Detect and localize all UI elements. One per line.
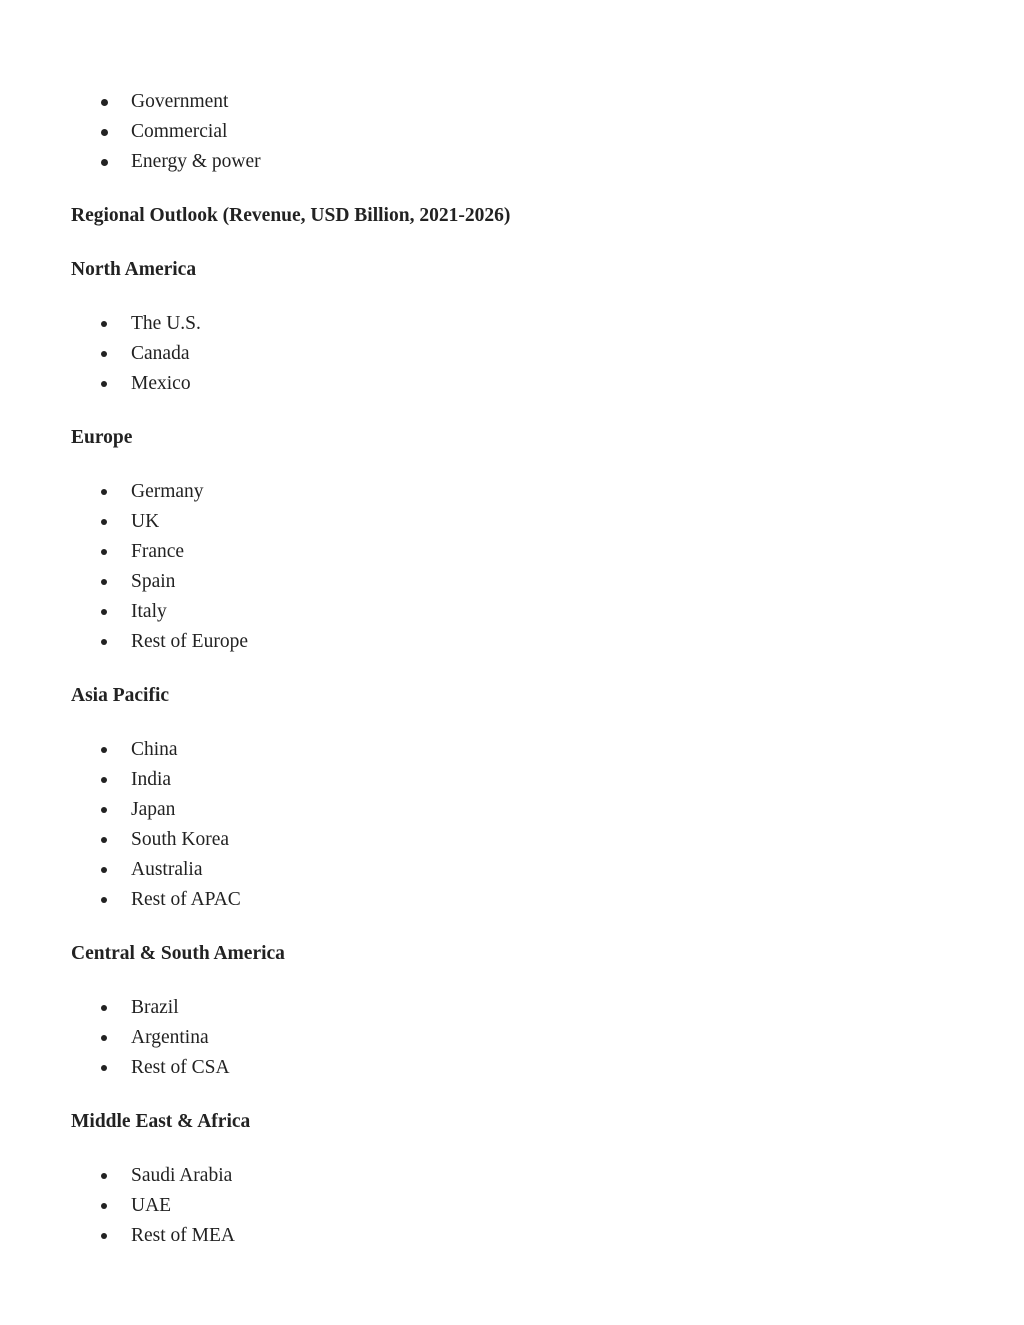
bullet-icon bbox=[101, 867, 107, 873]
region-heading-middle-east-africa: Middle East & Africa bbox=[71, 1111, 251, 1132]
list-item-label: Saudi Arabia bbox=[131, 1165, 233, 1186]
bullet-icon bbox=[101, 579, 107, 585]
bullet-icon bbox=[101, 897, 107, 903]
bullet-icon bbox=[101, 549, 107, 555]
list-item bbox=[0, 795, 241, 825]
list-item-label: Rest of APAC bbox=[131, 889, 241, 910]
bullet-icon bbox=[101, 129, 108, 136]
list-item-label: Rest of MEA bbox=[131, 1225, 235, 1246]
region-list-central-south-america bbox=[0, 993, 230, 1083]
list-item-label: Mexico bbox=[131, 373, 191, 394]
list-item bbox=[0, 885, 241, 915]
bullet-icon bbox=[101, 1203, 107, 1209]
list-item-label: Government bbox=[131, 91, 229, 112]
list-item-label: India bbox=[131, 769, 172, 790]
list-item-label: Spain bbox=[131, 571, 176, 592]
list-item bbox=[0, 735, 241, 765]
list-item bbox=[0, 1053, 230, 1083]
list-item bbox=[0, 993, 230, 1023]
list-item bbox=[0, 567, 248, 597]
list-item bbox=[0, 507, 248, 537]
list-item bbox=[0, 477, 248, 507]
regional-outlook-heading: Regional Outlook (Revenue, USD Billion, 2021-2026) bbox=[71, 205, 511, 226]
bullet-icon bbox=[101, 639, 107, 645]
list-item bbox=[0, 1023, 230, 1053]
bullet-icon bbox=[101, 489, 107, 495]
list-item bbox=[0, 825, 241, 855]
bullet-icon bbox=[101, 381, 107, 387]
list-item bbox=[0, 1191, 235, 1221]
bullet-icon bbox=[101, 159, 108, 166]
list-item bbox=[0, 309, 201, 339]
list-item-label: Commercial bbox=[131, 121, 228, 142]
list-item-label: Energy & power bbox=[131, 151, 261, 172]
bullet-icon bbox=[101, 747, 107, 753]
list-item-label: Canada bbox=[131, 343, 190, 364]
list-item bbox=[0, 147, 261, 177]
list-item bbox=[0, 369, 201, 399]
bullet-icon bbox=[101, 837, 107, 843]
list-item bbox=[0, 87, 261, 117]
list-item bbox=[0, 1221, 235, 1251]
list-item bbox=[0, 765, 241, 795]
bullet-icon bbox=[101, 1065, 107, 1071]
list-item-label: France bbox=[131, 541, 185, 562]
list-item-label: UK bbox=[131, 511, 160, 532]
region-heading-central-south-america: Central & South America bbox=[71, 943, 285, 964]
region-heading-north-america: North America bbox=[71, 259, 197, 280]
list-item bbox=[0, 597, 248, 627]
list-item-label: Rest of Europe bbox=[131, 631, 248, 652]
list-item-label: South Korea bbox=[131, 829, 230, 850]
list-item bbox=[0, 627, 248, 657]
bullet-icon bbox=[101, 777, 107, 783]
bullet-icon bbox=[101, 1173, 107, 1179]
region-list-asia-pacific bbox=[0, 735, 241, 915]
list-item-label: Argentina bbox=[131, 1027, 209, 1048]
bullet-icon bbox=[101, 807, 107, 813]
list-item bbox=[0, 855, 241, 885]
list-item-label: China bbox=[131, 739, 178, 760]
list-item bbox=[0, 117, 261, 147]
list-item-label: Italy bbox=[131, 601, 167, 622]
list-item bbox=[0, 1161, 235, 1191]
bullet-icon bbox=[101, 609, 107, 615]
region-list-europe bbox=[0, 477, 248, 657]
region-list-north-america bbox=[0, 309, 201, 399]
list-item-label: Rest of CSA bbox=[131, 1057, 230, 1078]
region-list-middle-east-africa bbox=[0, 1161, 235, 1251]
list-item-label: The U.S. bbox=[131, 313, 201, 334]
list-item-label: Brazil bbox=[131, 997, 179, 1018]
region-heading-europe: Europe bbox=[71, 427, 133, 448]
bullet-icon bbox=[101, 351, 107, 357]
list-item-label: Australia bbox=[131, 859, 203, 880]
bullet-icon bbox=[101, 99, 108, 106]
list-item bbox=[0, 339, 201, 369]
end-use-list bbox=[0, 87, 261, 177]
list-item-label: UAE bbox=[131, 1195, 172, 1216]
bullet-icon bbox=[101, 519, 107, 525]
bullet-icon bbox=[101, 1233, 107, 1239]
bullet-icon bbox=[101, 1005, 107, 1011]
region-heading-asia-pacific: Asia Pacific bbox=[71, 685, 170, 706]
list-item-label: Japan bbox=[131, 799, 176, 820]
bullet-icon bbox=[101, 321, 107, 327]
bullet-icon bbox=[101, 1035, 107, 1041]
list-item bbox=[0, 537, 248, 567]
list-item-label: Germany bbox=[131, 481, 204, 502]
